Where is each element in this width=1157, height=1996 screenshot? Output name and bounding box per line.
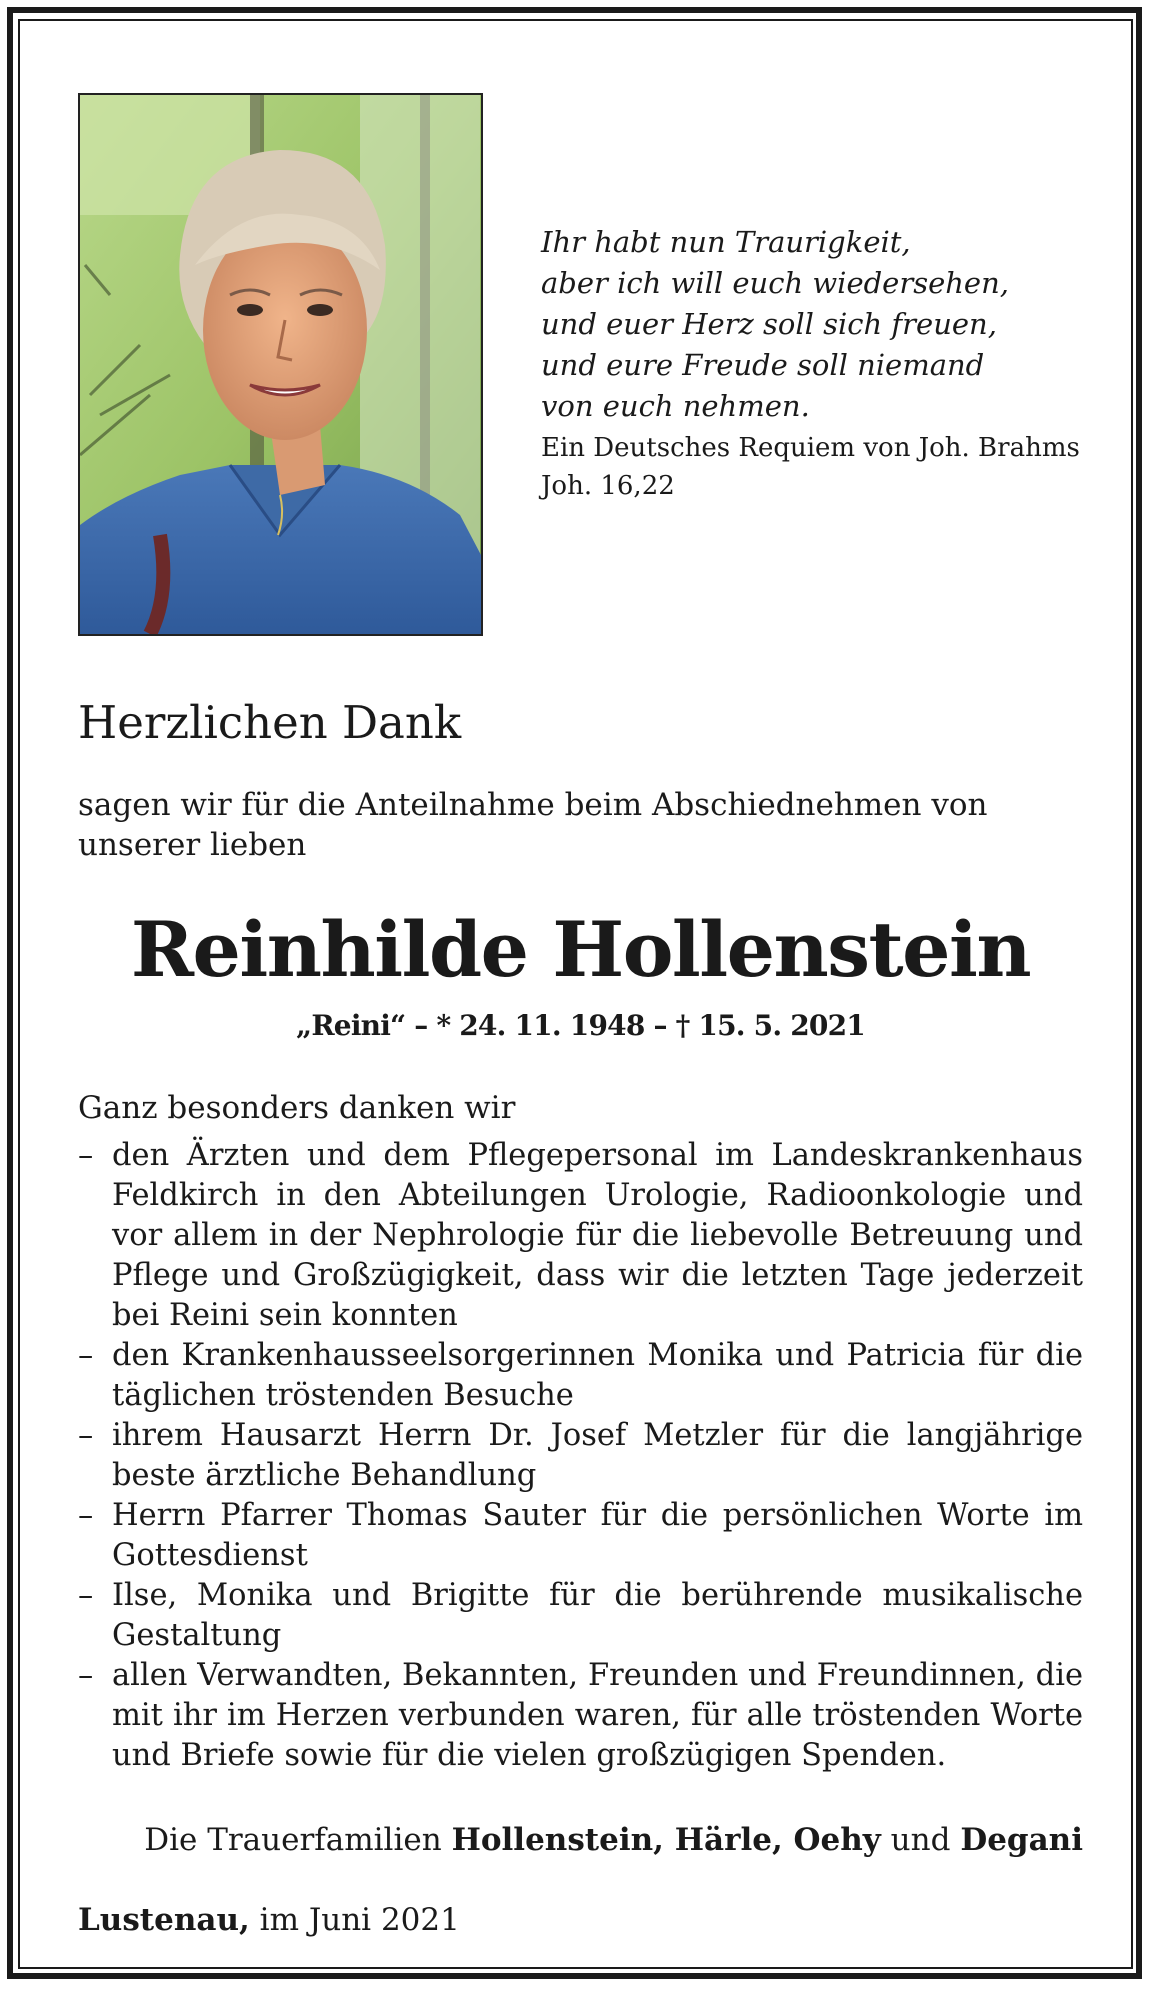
thanks-intro: Ganz besonders danken wir: [78, 1090, 516, 1126]
list-item-text: Herrn Pfarrer Thomas Sauter für die persönlichen Worte im Gottesdienst: [112, 1498, 1083, 1573]
quote-line: Ihr habt nun Traurigkeit,: [541, 225, 911, 259]
quote-line: und euer Herz soll sich freuen,: [541, 307, 997, 341]
list-item-text: Ilse, Monika und Brigitte für die berührende musikalische Gestaltung: [112, 1578, 1083, 1653]
list-item: [78, 1336, 1083, 1416]
list-item-text: ihrem Hausarzt Herrn Dr. Josef Metzler für die langjährige beste ärztliche Behandlung: [112, 1418, 1083, 1493]
mourning-families: [144, 1818, 1083, 1862]
list-dash: –: [78, 1658, 94, 1693]
quote-line: und eure Freude soll niemand: [541, 348, 985, 382]
list-item: [78, 1496, 1083, 1576]
family-names: Hollenstein, Härle, Oehy: [451, 1822, 881, 1858]
place: Lustenau,: [78, 1902, 250, 1938]
families-prefix: Die Trauerfamilien: [144, 1822, 442, 1858]
date: im Juni 2021: [259, 1902, 460, 1938]
quote-reference: Joh. 16,22: [541, 471, 675, 501]
list-dash: –: [78, 1138, 94, 1173]
list-dash: –: [78, 1418, 94, 1453]
intro-text: sagen wir für die Anteilnahme beim Abschiednehmen von unserer lieben: [78, 787, 988, 863]
list-item-text: allen Verwandten, Bekannten, Freunden und Freundinnen, die mit ihr im Herzen verbunden waren, für alle tröstenden Worte und Briefe sowie für die vielen großzügigen Spenden.: [112, 1658, 1083, 1773]
list-item: [78, 1416, 1083, 1496]
families-connector: und: [890, 1822, 951, 1858]
deceased-name: Reinhilde Hollenstein: [130, 905, 1031, 994]
quote-line: aber ich will euch wiedersehen,: [541, 266, 1009, 300]
quote-line: von euch nehmen.: [541, 389, 810, 423]
family-name-last: Degani: [960, 1822, 1083, 1858]
list-item: [78, 1136, 1083, 1336]
place-and-date: [78, 1898, 460, 1942]
quote-source: Ein Deutsches Requiem von Joh. Brahms: [541, 433, 1080, 463]
bible-quote: [541, 222, 1081, 505]
quote-text: [541, 222, 1081, 427]
list-dash: –: [78, 1498, 94, 1533]
portrait-photo: [78, 93, 483, 636]
thanks-heading: Herzlichen Dank: [78, 696, 462, 749]
list-item: [78, 1576, 1083, 1656]
list-dash: –: [78, 1338, 94, 1373]
thanks-list: [78, 1136, 1083, 1776]
list-item-text: den Krankenhausseelsorgerinnen Monika und Patricia für die täglichen tröstenden Besuche: [112, 1338, 1083, 1413]
obituary-card: [78, 0, 1083, 1996]
list-item-text: den Ärzten und dem Pflegepersonal im Landeskrankenhaus Feldkirch in den Abteilungen Urologie, Radioonkologie und vor allem in der Nephrologie für die liebevolle Betreuung und Pflege und Großzügigkeit, dass wir die letzten Tage jederzeit bei Reini sein konnten: [112, 1138, 1083, 1333]
life-dates: „Reini“ – * 24. 11. 1948 – † 15. 5. 2021: [296, 1009, 865, 1042]
list-dash: –: [78, 1578, 94, 1613]
list-item: [78, 1656, 1083, 1776]
